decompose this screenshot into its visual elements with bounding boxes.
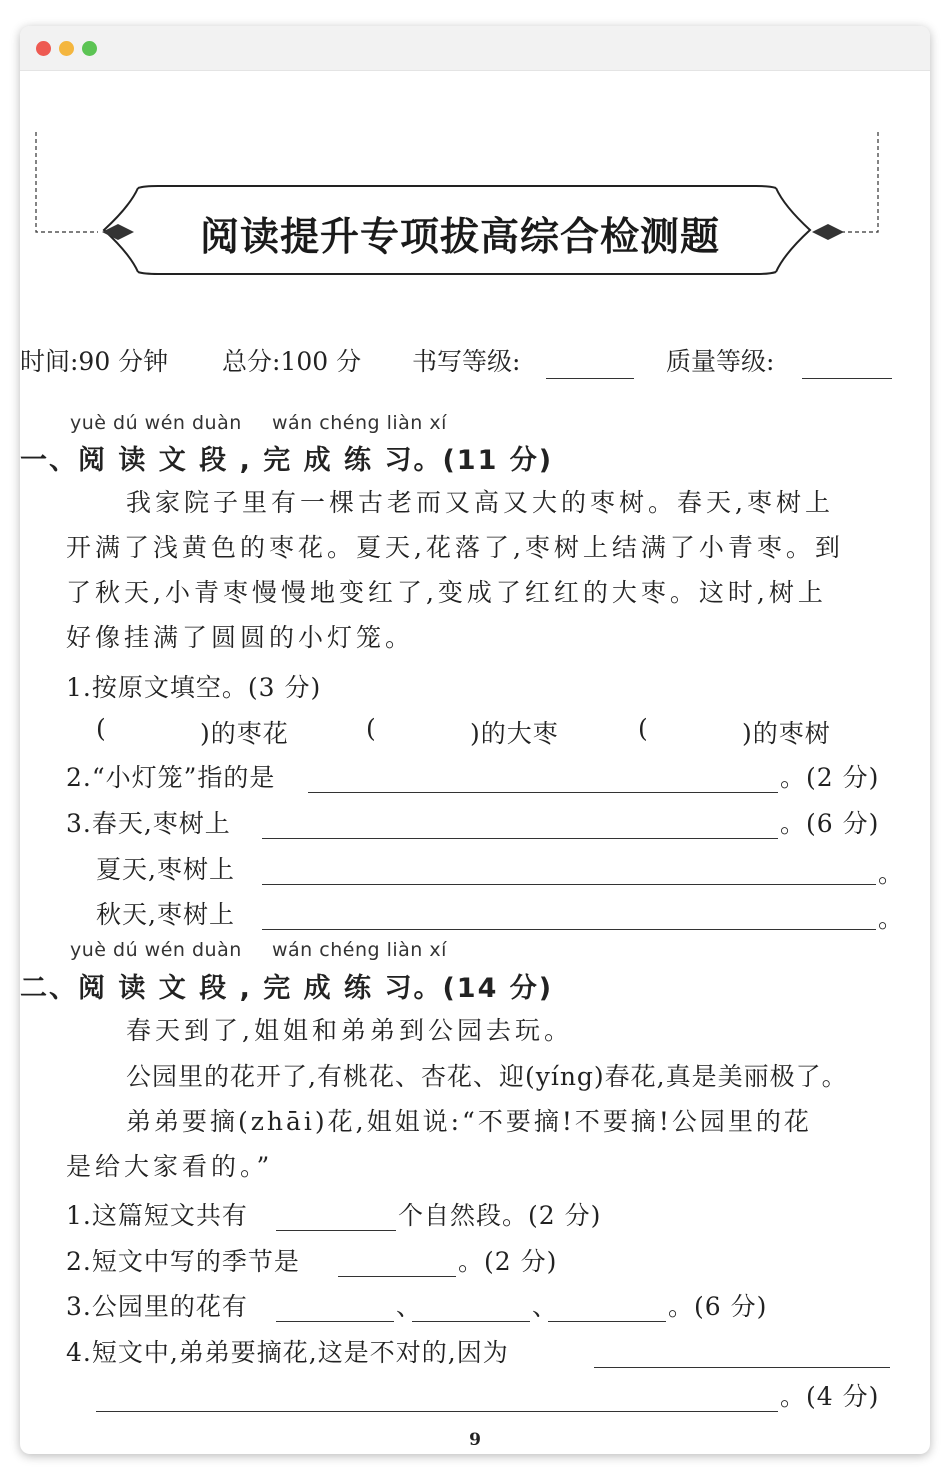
total-score-info: 总分:100 分 — [222, 347, 362, 376]
section2-question-1: 1.这篇短文共有 — [66, 1201, 248, 1230]
answer-blank[interactable] — [308, 792, 778, 793]
question-score: 。(2 分) — [780, 763, 880, 792]
section1-pinyin-b: wán chéng liàn xí — [272, 412, 447, 434]
answer-blank[interactable] — [338, 1276, 456, 1277]
section2-passage-line: 是给大家看的。” — [66, 1152, 274, 1181]
section1-passage-line: 了秋天,小青枣慢慢地变红了,变成了红红的大枣。这时,树上 — [66, 578, 827, 607]
q1-blank-left: ( — [366, 714, 377, 743]
q1-blank-right: )的枣花 — [200, 719, 289, 748]
section2-question-2: 2.短文中写的季节是 — [66, 1247, 300, 1276]
summer-prompt: 夏天,枣树上 — [96, 855, 235, 884]
quality-grade-blank[interactable] — [802, 378, 892, 379]
section2-pinyin-b: wán chéng liàn xí — [272, 939, 447, 961]
section2-question-4: 4.短文中,弟弟要摘花,这是不对的,因为 — [66, 1338, 509, 1367]
writing-grade-label: 书写等级: — [412, 347, 521, 376]
q1-blank-right: )的大枣 — [470, 719, 559, 748]
section1-question-2: 2.“小灯笼”指的是 — [66, 763, 276, 792]
section1-pinyin-a: yuè dú wén duàn — [70, 412, 242, 434]
section2-question-2-tail: 。(2 分) — [458, 1247, 558, 1276]
separator: 、 — [396, 1292, 423, 1321]
answer-blank[interactable] — [96, 1411, 778, 1412]
section2-pinyin-a: yuè dú wén duàn — [70, 939, 242, 961]
section1-passage-line: 开满了浅黄色的枣花。夏天,花落了,枣树上结满了小青枣。到 — [66, 533, 844, 562]
q1-blank-left: ( — [96, 714, 107, 743]
answer-blank[interactable] — [262, 884, 876, 885]
separator: 、 — [532, 1292, 559, 1321]
writing-grade-blank[interactable] — [546, 378, 634, 379]
section2-title: 二、阅 读 文 段 , 完 成 练 习。(14 分) — [20, 973, 554, 1004]
document-window — [20, 26, 930, 1454]
section1-passage-line: 我家院子里有一棵古老而又高又大的枣树。春天,枣树上 — [126, 488, 834, 517]
quality-grade-label: 质量等级: — [666, 347, 775, 376]
answer-blank[interactable] — [262, 929, 876, 930]
page-title: 阅读提升专项拔高综合检测题 — [199, 215, 720, 260]
autumn-prompt: 秋天,枣树上 — [96, 900, 235, 929]
section2-question-1-tail: 个自然段。(2 分) — [398, 1201, 602, 1230]
section2-question-3-tail: 。(6 分) — [668, 1292, 768, 1321]
q1-blank-left: ( — [638, 714, 649, 743]
section1-question-3: 3.春天,枣树上 — [66, 809, 231, 838]
section2-passage-line: 春天到了,姐姐和弟弟到公园去玩。 — [126, 1016, 573, 1045]
answer-blank[interactable] — [262, 838, 778, 839]
section2-question-3: 3.公园里的花有 — [66, 1292, 248, 1321]
answer-blank[interactable] — [594, 1367, 890, 1368]
question-score: 。(6 分) — [780, 809, 880, 838]
answer-blank[interactable] — [412, 1321, 530, 1322]
line-end-period: 。 — [878, 904, 905, 933]
answer-blank[interactable] — [276, 1321, 394, 1322]
time-info: 时间:90 分钟 — [20, 347, 169, 376]
page-content — [20, 26, 930, 1454]
section2-passage-line: 弟弟要摘(zhāi)花,姐姐说:“不要摘!不要摘!公园里的花 — [126, 1107, 812, 1136]
section1-question-1: 1.按原文填空。(3 分) — [66, 673, 322, 702]
section2-passage-line: 公园里的花开了,有桃花、杏花、迎(yíng)春花,真是美丽极了。 — [126, 1062, 848, 1091]
section1-passage-line: 好像挂满了圆圆的小灯笼。 — [66, 623, 415, 652]
q1-blank-right: )的枣树 — [742, 719, 831, 748]
answer-blank[interactable] — [548, 1321, 666, 1322]
title-banner — [100, 182, 820, 274]
answer-blank[interactable] — [276, 1230, 396, 1231]
line-end-period: 。 — [878, 859, 905, 888]
section2-question-4-tail: 。(4 分) — [780, 1382, 880, 1411]
section1-title: 一、阅 读 文 段 , 完 成 练 习。(11 分) — [20, 445, 554, 476]
page-number: 9 — [469, 1430, 481, 1450]
